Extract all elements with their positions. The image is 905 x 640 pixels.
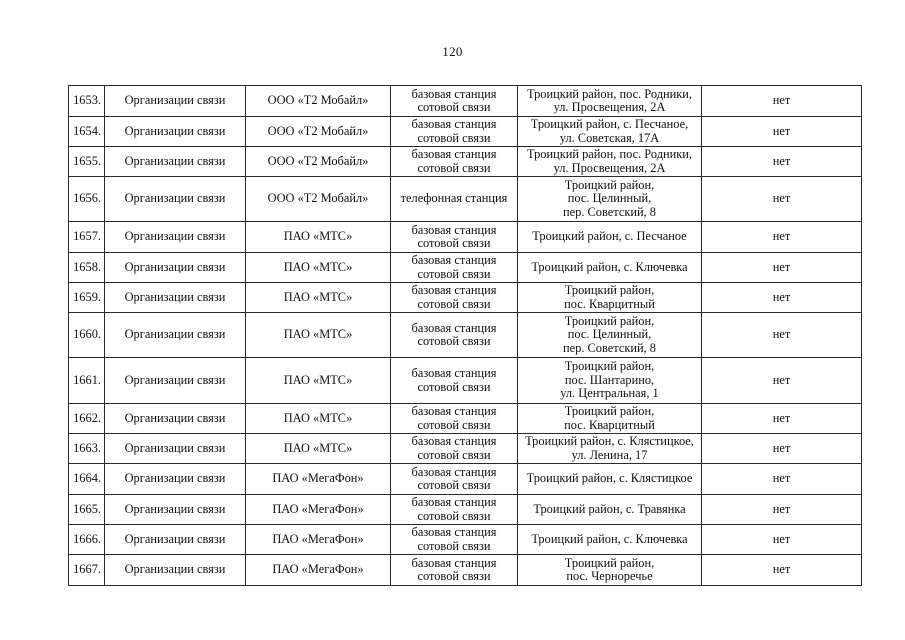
operator-cell: ПАО «МТС» [246,253,391,283]
operator-cell: ПАО «МТС» [246,404,391,434]
operator-cell: ПАО «МТС» [246,358,391,404]
object-type-cell [391,253,518,283]
flag-cell: нет [702,313,862,358]
row-number: 1659. [69,283,105,313]
operator-cell: ООО «Т2 Мобайл» [246,147,391,177]
address-text: Троицкий район, с. Клястицкое, ул. Ленина, 17 [525,434,694,462]
category-cell: Организации связи [105,147,246,177]
address-cell [518,283,702,313]
table-row [69,222,862,253]
object-type-cell [391,147,518,177]
category-cell: Организации связи [105,358,246,404]
operator-cell: ПАО «МТС» [246,434,391,464]
category-cell: Организации связи [105,222,246,253]
category-cell: Организации связи [105,253,246,283]
address-text: Троицкий район, пос. Целинный, пер. Советский, 8 [563,313,656,355]
table-row [69,525,862,555]
flag-cell: нет [702,177,862,222]
operator-cell: ПАО «МегаФон» [246,555,391,586]
object-type-cell [391,555,518,586]
object-type-cell [391,313,518,358]
table-row [69,404,862,434]
row-number: 1656. [69,177,105,222]
object-type-text: базовая станция сотовой связи [411,495,497,523]
operator-cell: ООО «Т2 Мобайл» [246,117,391,147]
row-number: 1661. [69,358,105,404]
object-type-text: базовая станция сотовой связи [411,464,497,492]
table-row [69,283,862,313]
category-cell: Организации связи [105,177,246,222]
page-number: 120 [442,44,463,59]
flag-cell: нет [702,253,862,283]
object-type-text: базовая станция сотовой связи [411,525,497,553]
object-type-text: базовая станция сотовой связи [411,366,497,394]
object-type-text: базовая станция сотовой связи [411,147,497,175]
address-text: Троицкий район, с. Песчаное [532,229,687,244]
object-type-cell [391,495,518,525]
operator-cell: ПАО «МТС» [246,283,391,313]
flag-cell: нет [702,555,862,586]
row-number: 1662. [69,404,105,434]
row-number: 1654. [69,117,105,147]
table-row [69,86,862,117]
operator-cell: ООО «Т2 Мобайл» [246,177,391,222]
category-cell: Организации связи [105,404,246,434]
object-type-cell [391,222,518,253]
flag-cell: нет [702,404,862,434]
flag-cell: нет [702,434,862,464]
flag-cell: нет [702,525,862,555]
address-text: Троицкий район, пос. Шантарино, ул. Центральная, 1 [560,359,659,401]
category-cell: Организации связи [105,525,246,555]
object-type-cell [391,358,518,404]
address-text: Троицкий район, пос. Родники, ул. Просвещения, 2А [526,147,693,175]
category-cell: Организации связи [105,86,246,117]
address-cell [518,358,702,404]
address-cell [518,555,702,586]
category-cell: Организации связи [105,464,246,495]
address-cell [518,313,702,358]
address-cell [518,404,702,434]
object-type-text: базовая станция сотовой связи [411,320,497,348]
flag-cell: нет [702,117,862,147]
category-cell: Организации связи [105,434,246,464]
address-cell [518,222,702,253]
address-text: Троицкий район, пос. Кварцитный [564,283,655,311]
object-type-text: телефонная станция [400,191,508,206]
address-text: Троицкий район, пос. Целинный, пер. Советский, 8 [563,177,656,219]
operator-cell: ПАО «МТС» [246,222,391,253]
object-type-cell [391,434,518,464]
address-cell [518,117,702,147]
table-row [69,147,862,177]
flag-cell: нет [702,495,862,525]
registry-table [68,85,862,586]
category-cell: Организации связи [105,495,246,525]
operator-cell: ООО «Т2 Мобайл» [246,86,391,117]
category-cell: Организации связи [105,313,246,358]
address-text: Троицкий район, с. Травянка [533,501,686,516]
object-type-cell [391,283,518,313]
address-text: Троицкий район, пос. Родники, ул. Просвещения, 2А [526,86,693,114]
row-number: 1658. [69,253,105,283]
table-row [69,117,862,147]
object-type-cell [391,404,518,434]
address-cell [518,525,702,555]
row-number: 1660. [69,313,105,358]
table-row [69,434,862,464]
object-type-cell [391,464,518,495]
object-type-cell [391,177,518,222]
table-row [69,358,862,404]
address-cell [518,253,702,283]
table-row [69,313,862,358]
object-type-text: базовая станция сотовой связи [411,555,497,583]
address-cell [518,495,702,525]
table-row [69,464,862,495]
flag-cell: нет [702,86,862,117]
address-text: Троицкий район, с. Клястицкое [526,471,693,486]
table-row [69,253,862,283]
category-cell: Организации связи [105,117,246,147]
address-cell [518,464,702,495]
operator-cell: ПАО «МегаФон» [246,464,391,495]
object-type-text: базовая станция сотовой связи [411,283,497,311]
object-type-cell [391,86,518,117]
row-number: 1665. [69,495,105,525]
row-number: 1666. [69,525,105,555]
address-text: Троицкий район, с. Ключевка [531,259,688,274]
row-number: 1667. [69,555,105,586]
address-text: Троицкий район, пос. Кварцитный [564,404,655,432]
operator-cell: ПАО «МегаФон» [246,495,391,525]
object-type-text: базовая станция сотовой связи [411,404,497,432]
object-type-cell [391,525,518,555]
row-number: 1663. [69,434,105,464]
table-row [69,495,862,525]
flag-cell: нет [702,283,862,313]
object-type-text: базовая станция сотовой связи [411,253,497,281]
row-number: 1653. [69,86,105,117]
category-cell: Организации связи [105,283,246,313]
table-row [69,177,862,222]
object-type-text: базовая станция сотовой связи [411,434,497,462]
table-row [69,555,862,586]
object-type-cell [391,117,518,147]
flag-cell: нет [702,222,862,253]
flag-cell: нет [702,147,862,177]
operator-cell: ПАО «МТС» [246,313,391,358]
object-type-text: базовая станция сотовой связи [411,222,497,250]
row-number: 1657. [69,222,105,253]
object-type-text: базовая станция сотовой связи [411,86,497,114]
flag-cell: нет [702,358,862,404]
category-cell: Организации связи [105,555,246,586]
address-cell [518,147,702,177]
address-cell [518,434,702,464]
address-cell [518,86,702,117]
address-text: Троицкий район, с. Песчаное, ул. Советская, 17А [530,117,689,145]
address-text: Троицкий район, с. Ключевка [531,531,688,546]
address-cell [518,177,702,222]
operator-cell: ПАО «МегаФон» [246,525,391,555]
flag-cell: нет [702,464,862,495]
address-text: Троицкий район, пос. Черноречье [564,555,655,583]
row-number: 1664. [69,464,105,495]
row-number: 1655. [69,147,105,177]
object-type-text: базовая станция сотовой связи [411,117,497,145]
